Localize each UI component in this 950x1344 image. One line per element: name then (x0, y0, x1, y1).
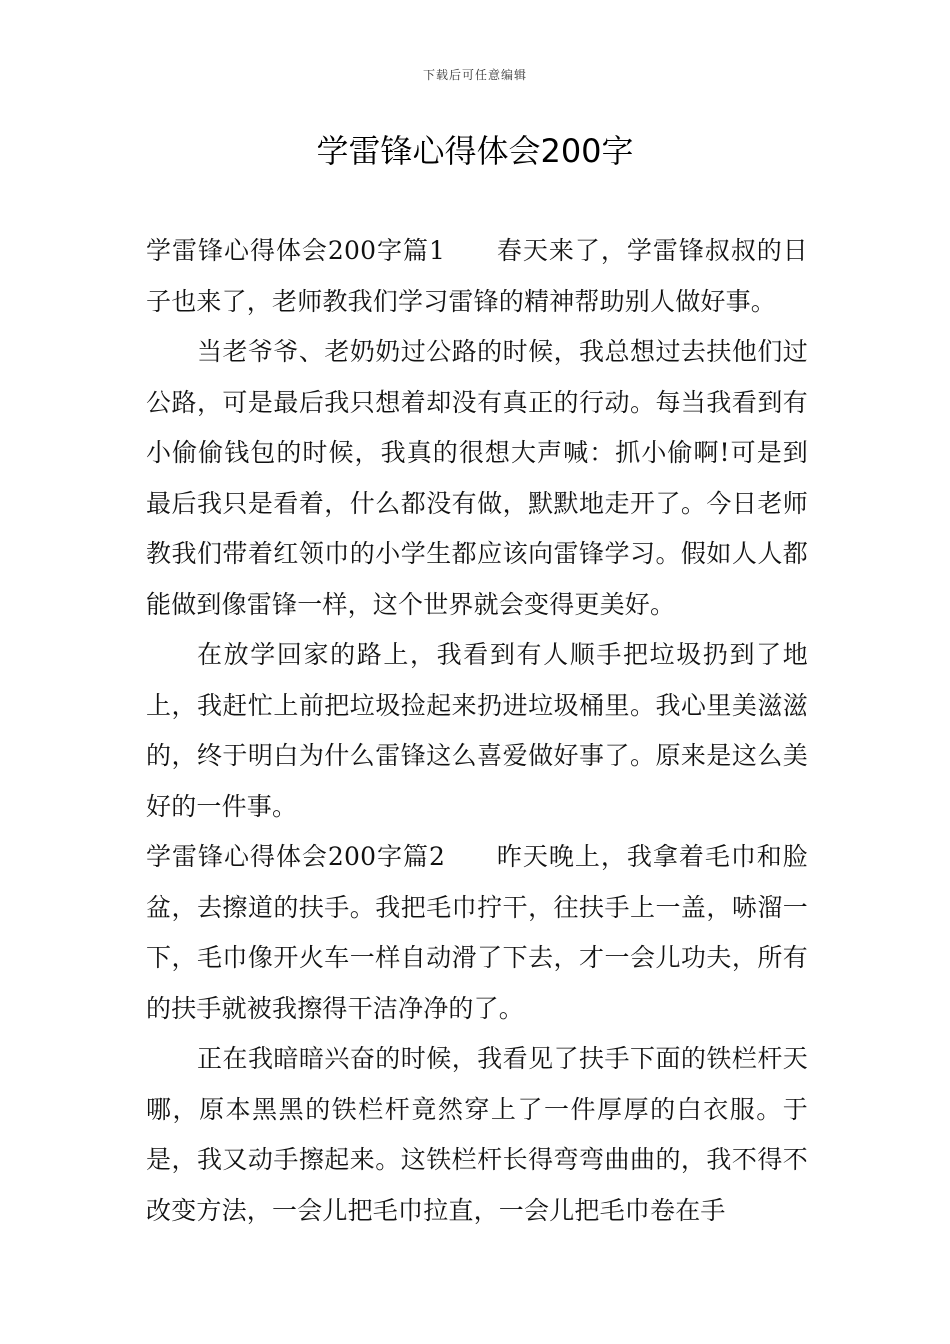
document-body (146, 226, 808, 1236)
paragraph-2: 当老爷爷、老奶奶过公路的时候，我总想过去扶他们过公路，可是最后我只想着却没有真正的行动。每当我看到有小偷偷钱包的时候，我真的很想大声喊：抓小偷啊!可是到最后我只是看着，什么都没有做，默默地走开了。今日老师教我们带着红领巾的小学生都应该向雷锋学习。假如人人都能做到像雷锋一样，这个世界就会变得更美好。 (146, 337, 808, 619)
section-heading-1: 学雷锋心得体会200字篇1 (146, 236, 446, 265)
paragraph-4 (146, 832, 808, 1034)
section-heading-2: 学雷锋心得体会200字篇2 (146, 842, 446, 871)
paragraph-3: 在放学回家的路上，我看到有人顺手把垃圾扔到了地上，我赶忙上前把垃圾捡起来扔进垃圾桶里。我心里美滋滋的，终于明白为什么雷锋这么喜爱做好事了。原来是这么美好的一件事。 (146, 640, 808, 821)
paragraph-5: 正在我暗暗兴奋的时候，我看见了扶手下面的铁栏杆天哪，原本黑黑的铁栏杆竟然穿上了一件厚厚的白衣服。于是，我又动手擦起来。这铁栏杆长得弯弯曲曲的，我不得不改变方法，一会儿把毛巾拉直，一会儿把毛巾卷在手 (146, 1044, 808, 1225)
download-note: 下载后可任意编辑 (422, 68, 527, 82)
paragraph-4-text: 昨天晚上，我拿着毛巾和脸盆，去擦道的扶手。我把毛巾拧干，往扶手上一盖，哧溜一下，毛巾像开火车一样自动滑了下去，才一会儿功夫，所有的扶手就被我擦得干洁净净的了。 (146, 842, 808, 1023)
paragraph-1-text: 春天来了，学雷锋叔叔的日子也来了，老师教我们学习雷锋的精神帮助别人做好事。 (146, 236, 808, 316)
document-title: 学雷锋心得体会200字 (316, 132, 634, 170)
paragraph-1 (146, 226, 808, 327)
